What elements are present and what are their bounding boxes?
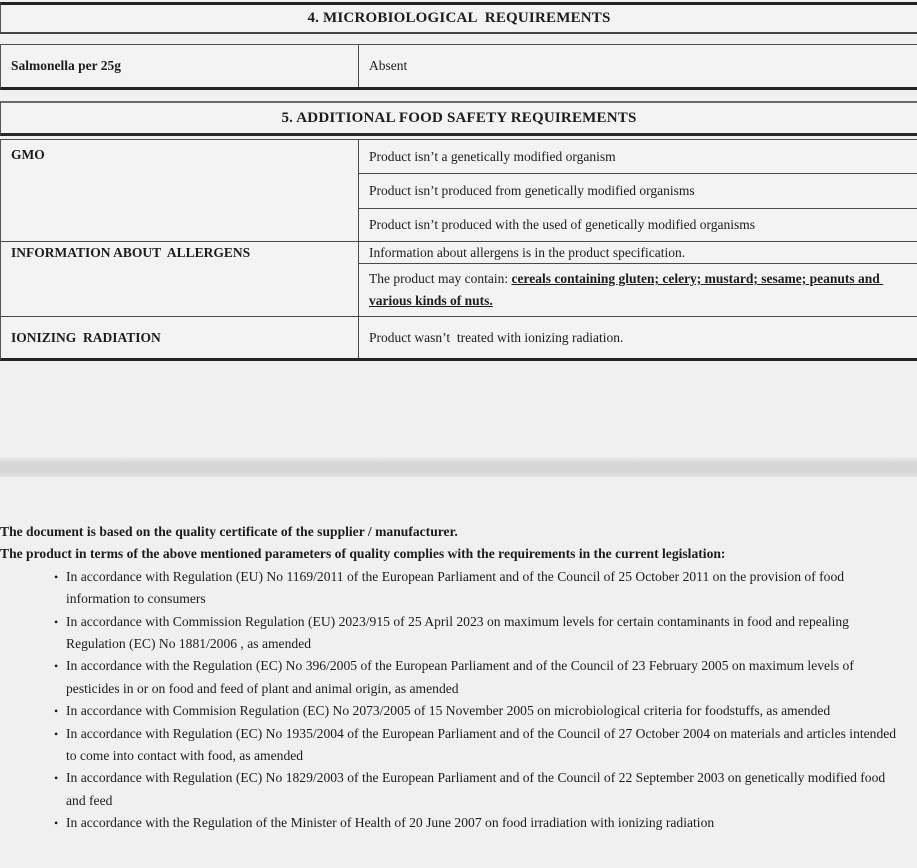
parameter-cell-gmo: GMO <box>1 140 359 241</box>
parameter-cell-salmonella: Salmonella per 25g <box>1 45 359 87</box>
value-cell-gmo-3: Product isn’t produced with the used of genetically modified organisms <box>359 208 917 241</box>
page-separator-band <box>0 457 917 477</box>
section4-title: 4. MICROBIOLOGICAL REQUIREMENTS <box>307 10 611 26</box>
parameter-cell-allergens: INFORMATION ABOUT ALLERGENS <box>1 241 359 316</box>
section5-title: 5. ADDITIONAL FOOD SAFETY REQUIREMENTS <box>281 109 637 126</box>
value-cell-allergens-1: Information about allergens is in the product specification. <box>359 241 917 263</box>
section4-header <box>0 2 917 34</box>
allergens-note-emphasis: cereals containing gluten; celery; mustard; sesame; peanuts and various kinds of nuts. <box>369 271 884 308</box>
value-cell-gmo-2: Product isn’t produced from genetically modified organisms <box>359 173 917 208</box>
value-cell-salmonella: Absent <box>369 58 408 73</box>
legislation-bullet: • In accordance with Regulation (EU) No 1169/2011 of the European Parliament and of the Council of 25 October 2011 on the provision of food information to consumers <box>0 566 903 611</box>
allergens-note-prefix: The product may contain: <box>369 271 512 286</box>
parameter-cell-ionizing-radiation: IONIZING RADIATION <box>1 316 359 358</box>
microbiological-table <box>0 44 917 90</box>
legislation-bullet: • In accordance with the Regulation of the Minister of Health of 20 June 2007 on food irradiation with ionizing radiation <box>0 812 903 834</box>
legislation-bullet: • In accordance with Regulation (EC) No 1935/2004 of the European Parliament and of the Council of 27 October 2004 on materials and articles intended to come into contact with food, as amended <box>0 723 903 768</box>
legislation-bullet: • In accordance with Commission Regulation (EU) 2023/915 of 25 April 2023 on maximum levels for certain contaminants in food and repealing Regulation (EC) No 1881/2006 , as amended <box>0 611 903 656</box>
value-cell-gmo-1: Product isn’t a genetically modified organism <box>369 148 616 164</box>
footer-intro-line-1: The document is based on the quality certificate of the supplier / manufacturer. <box>0 524 458 539</box>
section5-header <box>0 101 917 136</box>
legislation-section <box>0 521 903 835</box>
legislation-bullet: • In accordance with Regulation (EC) No 1829/2003 of the European Parliament and of the Council of 22 September 2003 on genetically modified food and feed <box>0 767 903 812</box>
value-cell-ionizing-radiation: Product wasn’t treated with ionizing radiation. <box>359 316 917 358</box>
value-cell-allergens-2 <box>359 263 917 316</box>
legislation-bullet: • In accordance with Commision Regulation (EC) No 2073/2005 of 15 November 2005 on microbiological criteria for foodstuffs, as amended <box>0 700 903 722</box>
footer-intro-line-2: The product in terms of the above mentioned parameters of quality complies with the requirements in the current legislation: <box>0 546 726 562</box>
additional-requirements-table <box>0 139 917 361</box>
legislation-bullet: • In accordance with the Regulation (EC) No 396/2005 of the European Parliament and of the Council of 23 February 2005 on maximum levels of pesticides in or on food and feed of plant and animal origin, as amended <box>0 655 903 700</box>
